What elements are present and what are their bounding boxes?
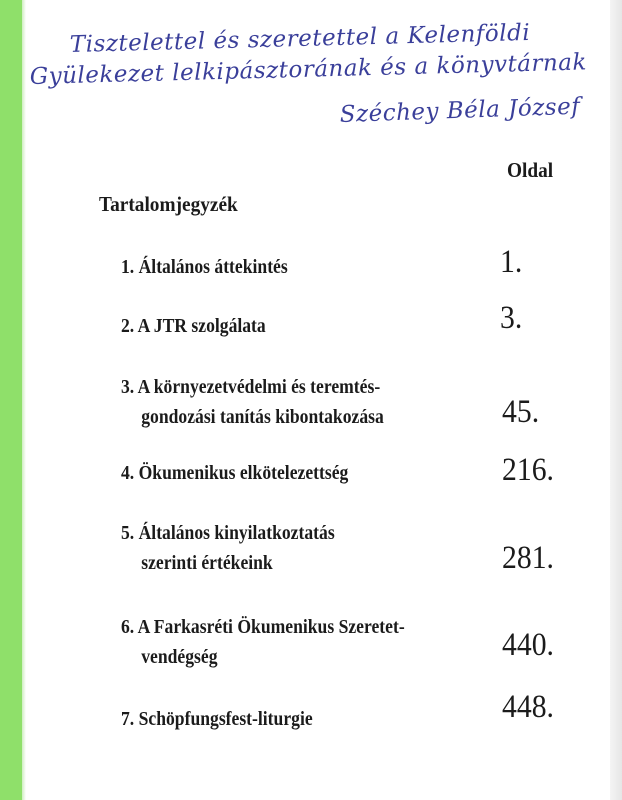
toc-entry-3-text-line2: gondozási tanítás kibontakozása	[141, 406, 384, 428]
toc-entry-7	[121, 704, 313, 734]
toc-entry-3-text-line1: 3. A környezetvédelmi és teremtés-	[121, 376, 381, 398]
green-page-edge	[0, 0, 22, 800]
page-right-edge	[610, 0, 622, 800]
toc-entry-1	[121, 252, 288, 282]
dedication-signature: Széchey Béla József	[339, 93, 581, 128]
dedication-svg	[30, 22, 590, 142]
toc-entry-2-text: 2. A JTR szolgálata	[121, 315, 266, 337]
toc-title: Tartalomjegyzék	[99, 192, 238, 216]
toc-entry-6-page: 440.	[502, 627, 554, 663]
dedication-line-1: Tisztelettel és szeretettel a Kelenföldi	[69, 22, 531, 58]
page-column-header: Oldal	[507, 158, 554, 182]
toc-entry-1-page: 1.	[500, 244, 523, 280]
toc-entry-7-text: 7. Schöpfungsfest-liturgie	[121, 708, 313, 730]
dedication-line-2: Gyülekezet lelkipásztorának és a könyvtárnak	[30, 49, 588, 90]
toc-entry-5	[121, 518, 335, 578]
toc-entry-3-page: 45.	[502, 394, 540, 430]
toc-entry-4	[121, 458, 348, 488]
toc-entry-5-text-line1: 5. Általános kinyilatkoztatás	[121, 522, 335, 544]
toc-entry-6	[121, 612, 405, 672]
toc-entry-3	[121, 372, 384, 432]
toc-entry-6-text-line1: 6. A Farkasréti Ökumenikus Szeretet-	[121, 616, 405, 638]
toc-entry-5-page: 281.	[502, 540, 554, 576]
toc-entry-2-page: 3.	[500, 300, 523, 336]
toc-entry-1-text: 1. Általános áttekintés	[121, 256, 288, 278]
toc-entry-5-text-line2: szerinti értékeink	[141, 552, 273, 574]
toc-entry-6-text-line2: vendégség	[141, 646, 218, 668]
toc-entry-4-page: 216.	[502, 452, 554, 488]
toc-entry-7-page: 448.	[502, 689, 554, 725]
toc-entry-4-text: 4. Ökumenikus elkötelezettség	[121, 462, 349, 484]
handwritten-dedication	[30, 22, 590, 142]
toc-entry-2	[121, 311, 266, 341]
